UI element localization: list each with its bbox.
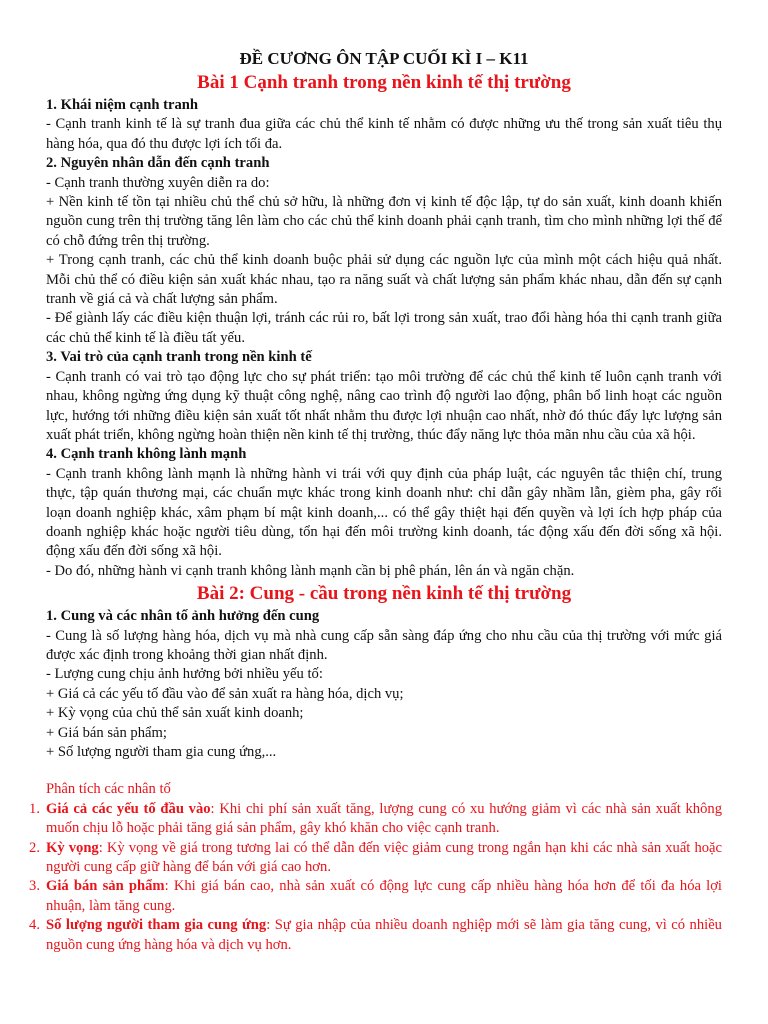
paragraph: + Số lượng người tham gia cung ứng,...	[46, 744, 277, 760]
paragraph: - Lượng cung chịu ảnh hưởng bởi nhiều yếu tố:	[46, 666, 323, 683]
section-heading: 3. Vai trò của cạnh tranh trong nền kinh tế	[46, 349, 312, 366]
paragraph: - Cạnh tranh không lành mạnh là những hành vi trái với quy định của pháp luật, các nguyên tắc thiện chí, trung thực, tập quán thương mại, các chuẩn mực khác trong kinh doanh như: chỉ dẫn gây nhầm lẫn, gièm pha, gây rối loạn doanh nghiệp khác, xâm phạm bí mật kinh doanh,... có thể gây thiệt hại đến quyền và lợi ích hợp pháp của doanh nghiệp khác hoặc người tiêu dùng, tổn hại đến môi trường kinh doanh, tác động xấu đến đời sống xã hội. động xấu đến đời sống xã hội.	[46, 465, 722, 560]
lesson-1-title: Bài 1 Cạnh tranh trong nền kinh tế thị trường	[197, 72, 571, 93]
list-item	[29, 839, 722, 878]
list-number: 1.	[29, 800, 40, 817]
factor-term: Kỳ vọng	[46, 839, 99, 856]
factor-text: : Sự gia nhập của nhiều doanh nghiệp mới sẽ làm gia tăng cung, vì có nhiều nguồn cung ứng hàng hóa và dịch vụ hơn.	[46, 917, 722, 953]
analysis-block	[29, 780, 722, 955]
paragraph: + Kỳ vọng của chủ thể sản xuất kinh doanh;	[46, 705, 304, 722]
paragraph: - Cung là số lượng hàng hóa, dịch vụ mà nhà cung cấp sẵn sàng đáp ứng cho nhu cầu của thị trường với mức giá được xác định trong khoảng thời gian nhất định.	[46, 627, 722, 663]
factor-term: Số lượng người tham gia cung ứng	[46, 917, 267, 934]
paragraph: - Do đó, những hành vi cạnh tranh không lành mạnh cần bị phê phán, lên án và ngăn chặn.	[46, 562, 575, 579]
paragraph: + Giá cả các yếu tố đầu vào để sản xuất ra hàng hóa, dịch vụ;	[46, 685, 404, 702]
list-item	[29, 877, 722, 916]
paragraph: - Cạnh tranh kinh tế là sự tranh đua giữa các chủ thể kinh tế nhằm có được những ưu thế trong sản xuất tiêu thụ hàng hóa, qua đó thu được lợi ích tối đa.	[46, 116, 722, 152]
section-heading: 4. Cạnh tranh không lành mạnh	[46, 446, 247, 463]
list-item	[29, 800, 722, 839]
paragraph: - Cạnh tranh có vai trò tạo động lực cho sự phát triển: tạo môi trường để các chủ thể kinh tế luôn cạnh tranh với nhau, không ngừng ứng dụng kỹ thuật công nghệ, nâng cao trình độ người lao động, phân bổ linh hoạt các nguồn lực, hướng tới những điều kiện sản xuất tốt nhất nhằm thu được lợi nhuận cao nhất, nhờ đó thúc đẩy lực lượng sản xuất phát triển, không ngừng hoàn thiện nền kinh tế thị trường, thúc đẩy năng lực thỏa mãn nhu cầu của xã hội.	[46, 368, 722, 443]
paragraph: + Trong cạnh tranh, các chủ thể kinh doanh buộc phải sử dụng các nguồn lực của mình một cách hiệu quả nhất. Mỗi chủ thể có điều kiện sản xuất khác nhau, tạo ra năng suất và chất lượng sản phẩm khác nhau, dẫn đến sự cạnh tranh về giá cả và chất lượng sản phẩm.	[46, 252, 722, 308]
spacer	[46, 762, 722, 780]
factor-text: : Khi chi phí sản xuất tăng, lượng cung có xu hướng giảm vì các nhà sản xuất không muốn chịu lỗ hoặc phải tăng giá sản phẩm, gây khó khăn cho việc cạnh tranh.	[46, 800, 722, 837]
list-item	[29, 916, 722, 955]
paragraph: + Nền kinh tế tồn tại nhiều chủ thể chủ sở hữu, là những đơn vị kinh tế độc lập, tự do sản xuất, kinh doanh khiến nguồn cung trên thị trường tăng lên làm cho các chủ thể kinh doanh phải cạnh tranh, tìm cho mình những lợi thế để có chỗ đứng trên thị trường.	[46, 194, 722, 249]
factor-text: : Khi giá bán cao, nhà sản xuất có động lực cung cấp nhiều hàng hóa hơn để tối đa hóa lợi nhuận, làm tăng cung.	[46, 878, 722, 914]
section-heading: 1. Khái niệm cạnh tranh	[46, 97, 199, 113]
list-number: 4.	[29, 917, 40, 934]
analysis-heading: Phân tích các nhân tố	[46, 781, 171, 798]
factor-term: Giá cả các yếu tố đầu vào	[46, 800, 211, 817]
lesson-2-title: Bài 2: Cung - cầu trong nền kinh tế thị trường	[196, 583, 572, 605]
paragraph: - Để giành lấy các điều kiện thuận lợi, tránh các rủi ro, bất lợi trong sản xuất, trao đổi hàng hóa thi cạnh tranh giữa các chủ thể kinh tế là điều tất yếu.	[46, 310, 722, 346]
list-number: 2.	[29, 839, 40, 856]
section-heading: 2. Nguyên nhân dẫn đến cạnh tranh	[46, 155, 270, 172]
section-heading: 1. Cung và các nhân tố ảnh hưởng đến cung	[46, 608, 320, 625]
analysis-list	[29, 800, 722, 955]
paragraph: + Giá bán sản phẩm;	[46, 724, 167, 741]
list-number: 3.	[29, 878, 40, 895]
factor-text: : Kỳ vọng về giá trong tương lai có thể dẫn đến việc giảm cung trong ngắn hạn khi các nhà sản xuất hoặc người cung cấp giữ hàng để bán với giá cao hơn.	[46, 839, 722, 876]
document-title: ĐỀ CƯƠNG ÔN TẬP CUỐI KÌ I – K11	[239, 49, 529, 68]
factor-term: Giá bán sản phẩm	[46, 878, 165, 895]
paragraph: - Cạnh tranh thường xuyên diễn ra do:	[46, 174, 270, 191]
